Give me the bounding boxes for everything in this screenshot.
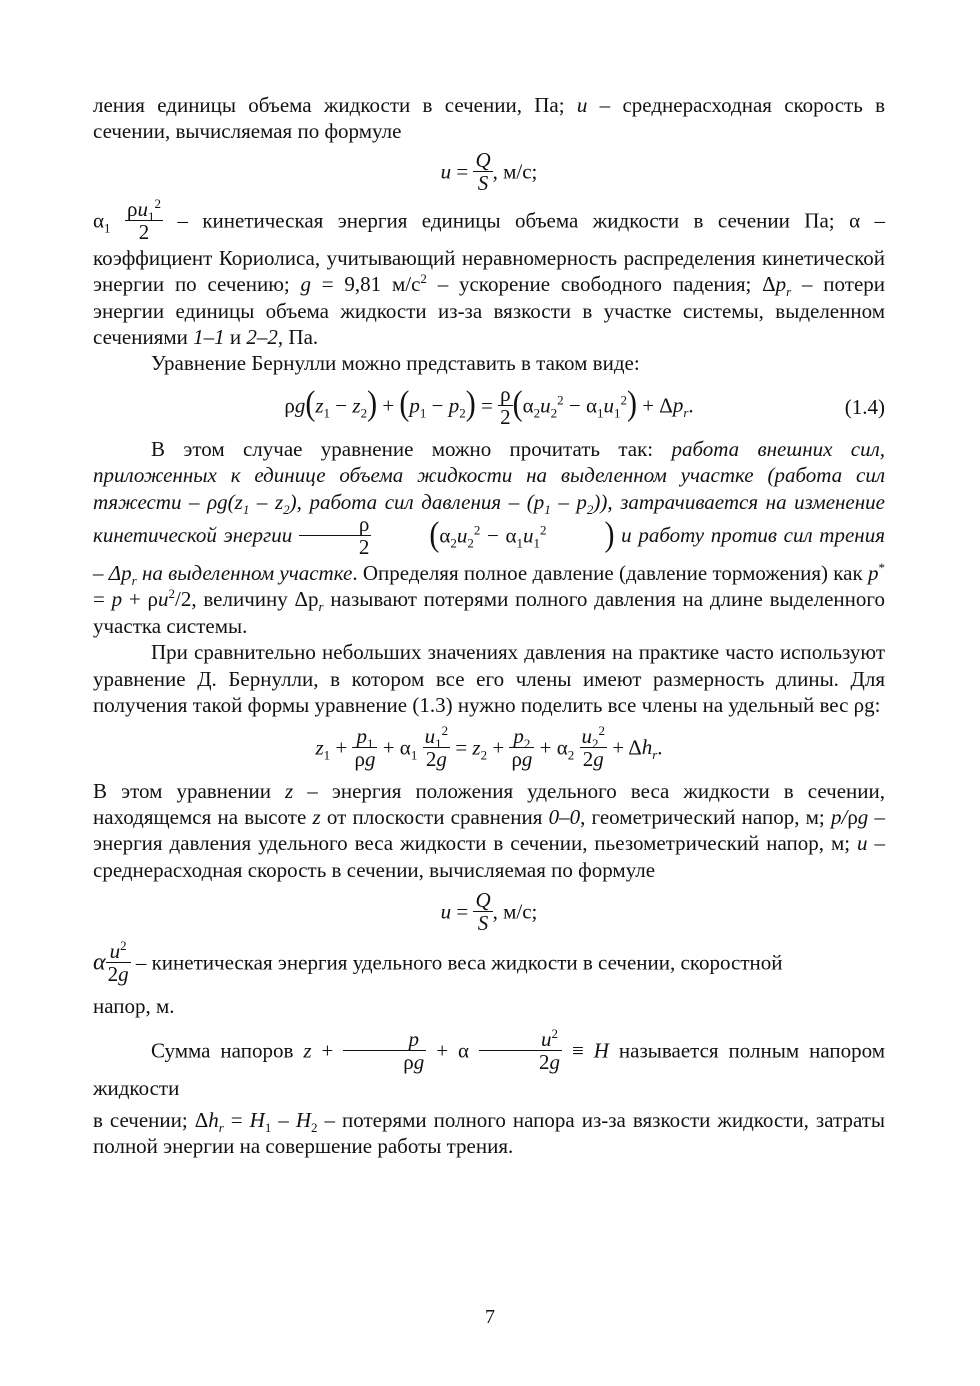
paragraph-3: Уравнение Бернулли можно представить в таком виде:	[151, 351, 640, 376]
paragraph-1: ления единицы объема жидкости в сечении, Па; u – среднерасходная скорость в сечении, вычисляемая по формуле	[93, 93, 885, 144]
paragraph-8: Сумма напоров z + $\frac{p}{\rho g}$ + α $\frac{u^2}{2g}$ ≡ H называется полным напором жидкости	[93, 1025, 886, 1100]
paragraph-4: В этом случае уравнение можно прочитать так: работа внешних сил, приложенных к единице объема жидкости на выделенном участке (работа сил тяжести – $\rho g(z_1 - z_2)$, работа сил давления – $(p_1 - p_2)$), затрачивается на изменение кинетической энергии $\frac{\rho}{2}$ ($\alpha_2u_2^2 - \alpha_1u_1^2$ ) и работу против сил трения – $\Delta p_r$ на выделенном участке. Определяя полное давление (давление торможения) как $p^* = p + \rho u^2/2$, величину $\Delta p_r$ называют потерями полного давления на длине выделенного участка системы.	[93, 436, 886, 638]
document-body	[93, 92, 885, 1160]
equation-1-4: $\rho g(z_1 - z_2) + (p_1 - p_2)$ = $\frac{\rho}{2}$ $(\alpha_2u_2^2 - \alpha_1u_1^2) + \Delta p_r$. (1.4)	[284, 381, 885, 429]
formula-velocity-2: u = $\frac{Q}{S}$ , м/с;	[440, 888, 538, 936]
equation-number: (1.4)	[844, 395, 885, 420]
paragraph-9: в сечении; $\Delta h_r = H_1 - H_2$ – потерями полного напора из-за вязкости жидкости, затраты полной энергии на совершение работы трения.	[93, 1107, 886, 1159]
formula-velocity-1: u = $\frac{Q}{S}$ , м/с;	[440, 147, 538, 195]
paragraph-6: В этом уравнении z – энергия положения удельного веса жидкости в сечении, находящемся на высоте z от плоскости сравнения 0–0, геометрический напор, м; p/ρg – энергия давления удельного веса жидкости в сечении, пьезометрический напор, м; u – среднерасходная скорость в сечении, вычисляемая по формуле	[93, 778, 886, 882]
page-number: 7	[485, 1306, 495, 1328]
paragraph-2: $\alpha_1$ $\frac{\rho u_1^2}{2}$ – кинетическая энергия единицы объема жидкости в сечении Па; α – коэффициент Кориолиса, учитывающий неравномерность распределения кинетической энергии по сечению; g = 9,81 $м/с^2$ – ускорение свободного падения; $\Delta p_r$ – потери энергии единицы объема жидкости из-за вязкости в участке системы, выделенном сечениями 1–1 и 2–2, Па.	[93, 195, 886, 350]
paragraph-7: α $\frac{u^2}{2g}$ – кинетическая энергия удельного веса жидкости в сечении, скоростной	[93, 938, 783, 987]
paragraph-7-end: напор, м.	[93, 994, 175, 1019]
equation-heads: $z_1$ + $\frac{p_1}{\rho g}$ + $\alpha_1$ $\frac{u_1^2}{2g}$ = $z_2$ + $\frac{p_2}{\rho g}$ + $\alpha_2$ $\frac{u_2^2}{2g}$ + $\Delta h_r$.	[315, 722, 663, 771]
paragraph-5: При сравнительно небольших значениях давления на практике часто используют уравнение Д. Бернулли, в котором все его члены имеют размерность длины. Для получения такой формы уравнение (1.3) нужно поделить все члены на удельный вес ρg:	[93, 640, 885, 718]
